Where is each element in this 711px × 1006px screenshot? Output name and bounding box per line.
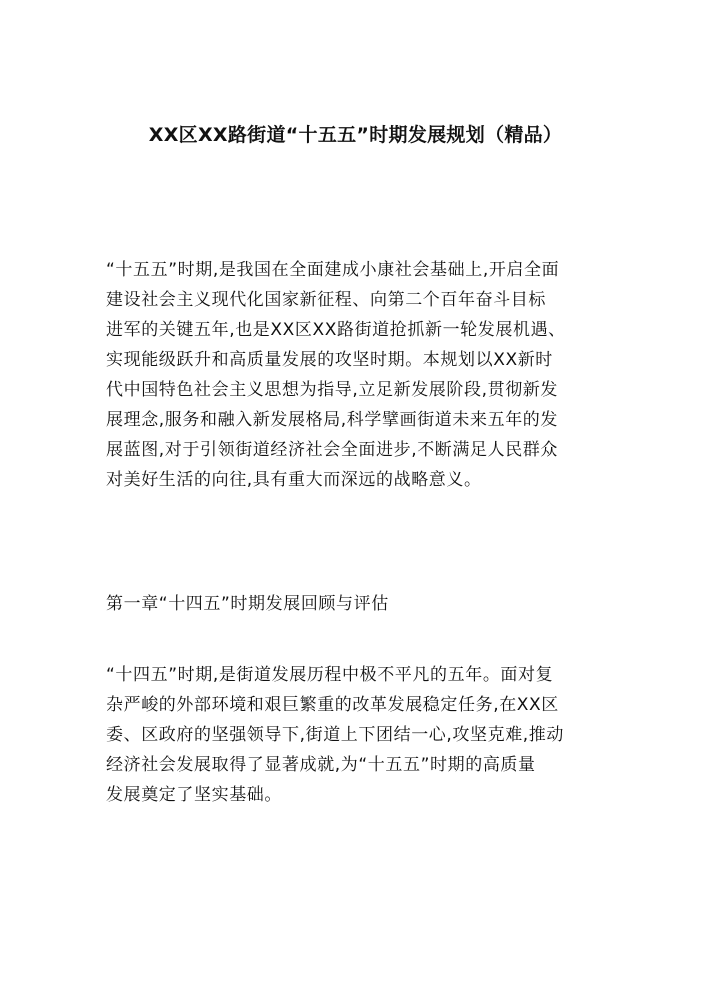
paragraph-line: 代中国特色社会主义思想为指导,立足新发展阶段,贯彻新发 <box>106 380 559 400</box>
paragraph-line: 对美好生活的向往,具有重大而深远的战略意义。 <box>106 470 482 490</box>
paragraph-line: 经济社会发展取得了显著成就,为“十五五”时期的高质量 <box>106 755 536 775</box>
intro-paragraph <box>106 255 626 495</box>
chapter-heading-text: 第一章“十四五”时期发展回顾与评估 <box>106 594 389 614</box>
paragraph-line: “十四五”时期,是街道发展历程中极不平凡的五年。面对复 <box>106 665 554 685</box>
paragraph-line: 建设社会主义现代化国家新征程、向第二个百年奋斗目标 <box>106 290 546 310</box>
chapter-heading <box>106 589 626 619</box>
paragraph-line: 杂严峻的外部环境和艰巨繁重的改革发展稳定任务,在XX区 <box>106 695 559 715</box>
paragraph-line: 进军的关键五年,也是XX区XX路街道抢抓新一轮发展机遇、 <box>106 320 566 340</box>
document-title: XX区XX路街道“十五五”时期发展规划（精品） <box>148 124 563 146</box>
paragraph-line: 展理念,服务和融入新发展格局,科学擘画街道未来五年的发 <box>106 410 559 430</box>
review-paragraph <box>106 660 626 810</box>
paragraph-line: 委、区政府的坚强领导下,街道上下团结一心,攻坚克难,推动 <box>106 725 565 745</box>
paragraph-line: 发展奠定了坚实基础。 <box>106 785 282 805</box>
paragraph-line: “十五五”时期,是我国在全面建成小康社会基础上,开启全面 <box>106 260 560 280</box>
paragraph-line: 实现能级跃升和高质量发展的攻坚时期。本规划以XX新时 <box>106 350 553 370</box>
paragraph-line: 展蓝图,对于引领街道经济社会全面进步,不断满足人民群众 <box>106 440 559 460</box>
